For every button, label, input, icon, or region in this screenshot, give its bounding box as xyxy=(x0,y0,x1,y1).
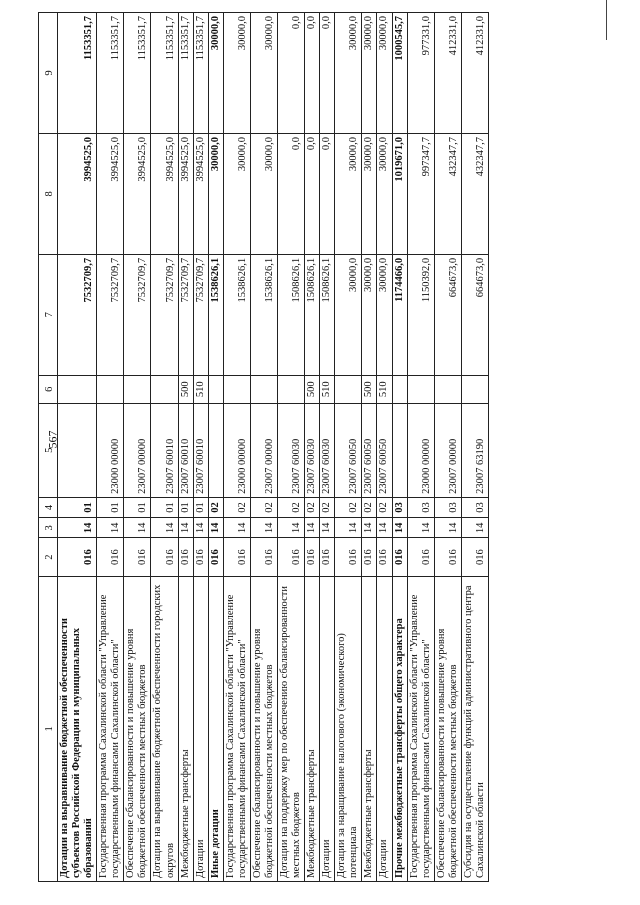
target-article-cell xyxy=(58,403,97,497)
subsection-code-cell: 02 xyxy=(362,497,377,517)
section-code-cell: 14 xyxy=(193,518,208,538)
ministry-code-cell: 016 xyxy=(124,538,151,576)
subsection-code-cell: 02 xyxy=(320,497,335,517)
expense-type-cell xyxy=(461,375,488,403)
ministry-code-cell: 016 xyxy=(250,538,277,576)
amount-year2-cell: 432347,7 xyxy=(434,133,461,254)
amount-year3-cell: 412331,0 xyxy=(461,13,488,134)
expense-type-cell: 510 xyxy=(193,375,208,403)
header-cell: 8 xyxy=(39,133,58,254)
header-cell: 7 xyxy=(39,254,58,375)
amount-year1-cell: 1538626,1 xyxy=(208,254,223,375)
section-code-cell: 14 xyxy=(250,518,277,538)
section-code-cell: 14 xyxy=(461,518,488,538)
amount-year1-cell: 1538626,1 xyxy=(223,254,250,375)
amount-year2-cell: 30000,0 xyxy=(362,133,377,254)
header-cell: 1 xyxy=(39,576,58,881)
amount-year1-cell: 7532709,7 xyxy=(124,254,151,375)
row-label-cell: Иные дотации xyxy=(208,576,223,881)
row-label-cell: Обеспечение сбалансированности и повышение уровня бюджетной обеспеченности местных бюджетов xyxy=(124,576,151,881)
header-cell: 2 xyxy=(39,538,58,576)
amount-year1-cell: 1150392,0 xyxy=(407,254,434,375)
subsection-code-cell: 03 xyxy=(407,497,434,517)
section-code-cell: 14 xyxy=(278,518,305,538)
target-article-cell: 23007 60050 xyxy=(335,403,362,497)
amount-year2-cell: 997347,7 xyxy=(407,133,434,254)
amount-year2-cell: 432347,7 xyxy=(461,133,488,254)
row-label-cell: Обеспечение сбалансированности и повышение уровня бюджетной обеспеченности местных бюджетов xyxy=(434,576,461,881)
row-label-cell: Прочие межбюджетные трансферты общего характера xyxy=(392,576,407,881)
target-article-cell: 23007 00000 xyxy=(250,403,277,497)
target-article-cell: 23007 60030 xyxy=(278,403,305,497)
row-label-cell: Дотации на выравнивание бюджетной обеспеченности городских округов xyxy=(151,576,178,881)
expense-type-cell xyxy=(97,375,124,403)
expense-type-cell xyxy=(208,375,223,403)
row-label-cell: Межбюджетные трансферты xyxy=(178,576,193,881)
target-article-cell: 23007 60050 xyxy=(362,403,377,497)
amount-year3-cell: 30000,0 xyxy=(208,13,223,134)
row-label-cell: Дотации xyxy=(193,576,208,881)
subsection-code-cell: 01 xyxy=(151,497,178,517)
page-number: 567 xyxy=(45,430,60,449)
target-article-cell: 23000 00000 xyxy=(97,403,124,497)
subsection-code-cell: 02 xyxy=(250,497,277,517)
amount-year2-cell: 30000,0 xyxy=(250,133,277,254)
target-article-cell: 23007 60030 xyxy=(305,403,320,497)
row-label-cell: Обеспечение сбалансированности и повышение уровня бюджетной обеспеченности местных бюджетов xyxy=(250,576,277,881)
amount-year1-cell: 7532709,7 xyxy=(178,254,193,375)
ministry-code-cell: 016 xyxy=(178,538,193,576)
amount-year3-cell: 0,0 xyxy=(305,13,320,134)
header-row xyxy=(39,13,58,882)
amount-year2-cell: 3994525,0 xyxy=(97,133,124,254)
amount-year3-cell: 30000,0 xyxy=(250,13,277,134)
table-row xyxy=(362,13,377,882)
ministry-code-cell: 016 xyxy=(58,538,97,576)
section-code-cell: 14 xyxy=(151,518,178,538)
scan-edge-line xyxy=(606,0,607,40)
target-article-cell: 23007 60010 xyxy=(178,403,193,497)
section-code-cell: 14 xyxy=(362,518,377,538)
target-article-cell: 23007 60010 xyxy=(151,403,178,497)
amount-year3-cell: 30000,0 xyxy=(335,13,362,134)
expense-type-cell: 510 xyxy=(320,375,335,403)
section-code-cell: 14 xyxy=(434,518,461,538)
amount-year1-cell: 7532709,7 xyxy=(97,254,124,375)
table-row xyxy=(461,13,488,882)
amount-year3-cell: 1000545,7 xyxy=(392,13,407,134)
amount-year3-cell: 0,0 xyxy=(278,13,305,134)
target-article-cell xyxy=(208,403,223,497)
subsection-code-cell: 03 xyxy=(392,497,407,517)
amount-year1-cell: 1508626,1 xyxy=(305,254,320,375)
ministry-code-cell: 016 xyxy=(223,538,250,576)
table-row xyxy=(305,13,320,882)
section-code-cell: 14 xyxy=(407,518,434,538)
expense-type-cell xyxy=(278,375,305,403)
ministry-code-cell: 016 xyxy=(434,538,461,576)
section-code-cell: 14 xyxy=(223,518,250,538)
subsection-code-cell: 03 xyxy=(434,497,461,517)
ministry-code-cell: 016 xyxy=(461,538,488,576)
amount-year1-cell: 7532709,7 xyxy=(58,254,97,375)
expense-type-cell xyxy=(223,375,250,403)
target-article-cell: 23000 00000 xyxy=(407,403,434,497)
target-article-cell: 23007 00000 xyxy=(124,403,151,497)
table-row xyxy=(223,13,250,882)
subsection-code-cell: 01 xyxy=(58,497,97,517)
amount-year3-cell: 1153351,7 xyxy=(58,13,97,134)
section-code-cell: 14 xyxy=(305,518,320,538)
subsection-code-cell: 02 xyxy=(208,497,223,517)
amount-year3-cell: 1153351,7 xyxy=(97,13,124,134)
rotated-page xyxy=(38,12,598,882)
row-label-cell: Государственная программа Сахалинской области "Управление государственными финансами Сахалинской области" xyxy=(407,576,434,881)
amount-year2-cell: 3994525,0 xyxy=(193,133,208,254)
subsection-code-cell: 02 xyxy=(335,497,362,517)
table-row xyxy=(392,13,407,882)
subsection-code-cell: 01 xyxy=(193,497,208,517)
target-article-cell: 23007 60010 xyxy=(193,403,208,497)
amount-year1-cell: 664673,0 xyxy=(461,254,488,375)
ministry-code-cell: 016 xyxy=(377,538,392,576)
amount-year3-cell: 1153351,7 xyxy=(178,13,193,134)
amount-year3-cell: 1153351,7 xyxy=(193,13,208,134)
row-label-cell: Межбюджетные трансферты xyxy=(305,576,320,881)
amount-year2-cell: 3994525,0 xyxy=(178,133,193,254)
expense-type-cell xyxy=(124,375,151,403)
expense-type-cell xyxy=(250,375,277,403)
ministry-code-cell: 016 xyxy=(305,538,320,576)
expense-type-cell xyxy=(335,375,362,403)
table-row xyxy=(178,13,193,882)
target-article-cell: 23007 60050 xyxy=(377,403,392,497)
ministry-code-cell: 016 xyxy=(362,538,377,576)
table-row xyxy=(193,13,208,882)
table-row xyxy=(250,13,277,882)
table-row xyxy=(278,13,305,882)
subsection-code-cell: 01 xyxy=(178,497,193,517)
amount-year2-cell: 30000,0 xyxy=(377,133,392,254)
amount-year2-cell: 30000,0 xyxy=(208,133,223,254)
row-label-cell: Дотации xyxy=(377,576,392,881)
table-row xyxy=(434,13,461,882)
section-code-cell: 14 xyxy=(124,518,151,538)
expense-type-cell xyxy=(392,375,407,403)
ministry-code-cell: 016 xyxy=(278,538,305,576)
amount-year2-cell: 0,0 xyxy=(278,133,305,254)
subsection-code-cell: 02 xyxy=(377,497,392,517)
subsection-code-cell: 01 xyxy=(124,497,151,517)
amount-year3-cell: 30000,0 xyxy=(377,13,392,134)
amount-year3-cell: 0,0 xyxy=(320,13,335,134)
amount-year1-cell: 1538626,1 xyxy=(250,254,277,375)
row-label-cell: Дотации на поддержку мер по обеспечению сбалансированности местных бюджетов xyxy=(278,576,305,881)
amount-year1-cell: 30000,0 xyxy=(377,254,392,375)
subsection-code-cell: 02 xyxy=(278,497,305,517)
amount-year3-cell: 412331,0 xyxy=(434,13,461,134)
target-article-cell: 23007 00000 xyxy=(434,403,461,497)
amount-year2-cell: 0,0 xyxy=(320,133,335,254)
section-code-cell: 14 xyxy=(58,518,97,538)
expense-type-cell xyxy=(407,375,434,403)
ministry-code-cell: 016 xyxy=(193,538,208,576)
ministry-code-cell: 016 xyxy=(320,538,335,576)
target-article-cell: 23000 00000 xyxy=(223,403,250,497)
header-cell: 6 xyxy=(39,375,58,403)
ministry-code-cell: 016 xyxy=(151,538,178,576)
amount-year2-cell: 1019671,0 xyxy=(392,133,407,254)
section-code-cell: 14 xyxy=(335,518,362,538)
expense-type-cell xyxy=(151,375,178,403)
table-row xyxy=(124,13,151,882)
amount-year2-cell: 0,0 xyxy=(305,133,320,254)
table-row xyxy=(320,13,335,882)
expense-type-cell: 500 xyxy=(178,375,193,403)
table-row xyxy=(208,13,223,882)
amount-year2-cell: 30000,0 xyxy=(223,133,250,254)
header-cell: 3 xyxy=(39,518,58,538)
amount-year1-cell: 30000,0 xyxy=(362,254,377,375)
amount-year1-cell: 1508626,1 xyxy=(320,254,335,375)
ministry-code-cell: 016 xyxy=(208,538,223,576)
table-row xyxy=(97,13,124,882)
budget-table xyxy=(38,12,489,882)
target-article-cell: 23007 63190 xyxy=(461,403,488,497)
amount-year1-cell: 7532709,7 xyxy=(151,254,178,375)
amount-year1-cell: 1174466,0 xyxy=(392,254,407,375)
amount-year3-cell: 30000,0 xyxy=(362,13,377,134)
table-row xyxy=(151,13,178,882)
ministry-code-cell: 016 xyxy=(335,538,362,576)
amount-year1-cell: 30000,0 xyxy=(335,254,362,375)
header-cell: 9 xyxy=(39,13,58,134)
row-label-cell: Государственная программа Сахалинской области "Управление государственными финансами Сахалинской области" xyxy=(97,576,124,881)
expense-type-cell xyxy=(434,375,461,403)
amount-year3-cell: 977331,0 xyxy=(407,13,434,134)
section-code-cell: 14 xyxy=(97,518,124,538)
row-label-cell: Дотации за наращивание налогового (экономического) потенциала xyxy=(335,576,362,881)
amount-year3-cell: 1153351,7 xyxy=(151,13,178,134)
amount-year2-cell: 3994525,0 xyxy=(124,133,151,254)
header-cell: 5 xyxy=(39,403,58,497)
section-code-cell: 14 xyxy=(392,518,407,538)
target-article-cell xyxy=(392,403,407,497)
table-row xyxy=(58,13,97,882)
subsection-code-cell: 01 xyxy=(97,497,124,517)
ministry-code-cell: 016 xyxy=(392,538,407,576)
expense-type-cell: 510 xyxy=(377,375,392,403)
ministry-code-cell: 016 xyxy=(407,538,434,576)
ministry-code-cell: 016 xyxy=(97,538,124,576)
section-code-cell: 14 xyxy=(208,518,223,538)
subsection-code-cell: 02 xyxy=(305,497,320,517)
amount-year1-cell: 1508626,1 xyxy=(278,254,305,375)
expense-type-cell xyxy=(58,375,97,403)
row-label-cell: Дотации на выравнивание бюджетной обеспеченности субъектов Российской Федерации и муниципальных образований xyxy=(58,576,97,881)
amount-year1-cell: 7532709,7 xyxy=(193,254,208,375)
header-cell: 4 xyxy=(39,497,58,517)
section-code-cell: 14 xyxy=(178,518,193,538)
section-code-cell: 14 xyxy=(320,518,335,538)
amount-year3-cell: 30000,0 xyxy=(223,13,250,134)
expense-type-cell: 500 xyxy=(305,375,320,403)
target-article-cell: 23007 60030 xyxy=(320,403,335,497)
amount-year2-cell: 30000,0 xyxy=(335,133,362,254)
amount-year2-cell: 3994525,0 xyxy=(58,133,97,254)
section-code-cell: 14 xyxy=(377,518,392,538)
subsection-code-cell: 02 xyxy=(223,497,250,517)
amount-year2-cell: 3994525,0 xyxy=(151,133,178,254)
table-row xyxy=(335,13,362,882)
subsection-code-cell: 03 xyxy=(461,497,488,517)
expense-type-cell: 500 xyxy=(362,375,377,403)
row-label-cell: Государственная программа Сахалинской области "Управление государственными финансами Сахалинской области" xyxy=(223,576,250,881)
table-row xyxy=(407,13,434,882)
row-label-cell: Межбюджетные трансферты xyxy=(362,576,377,881)
row-label-cell: Субсидия на осуществление функций административного центра Сахалинской области xyxy=(461,576,488,881)
table-row xyxy=(377,13,392,882)
amount-year3-cell: 1153351,7 xyxy=(124,13,151,134)
row-label-cell: Дотации xyxy=(320,576,335,881)
amount-year1-cell: 664673,0 xyxy=(434,254,461,375)
